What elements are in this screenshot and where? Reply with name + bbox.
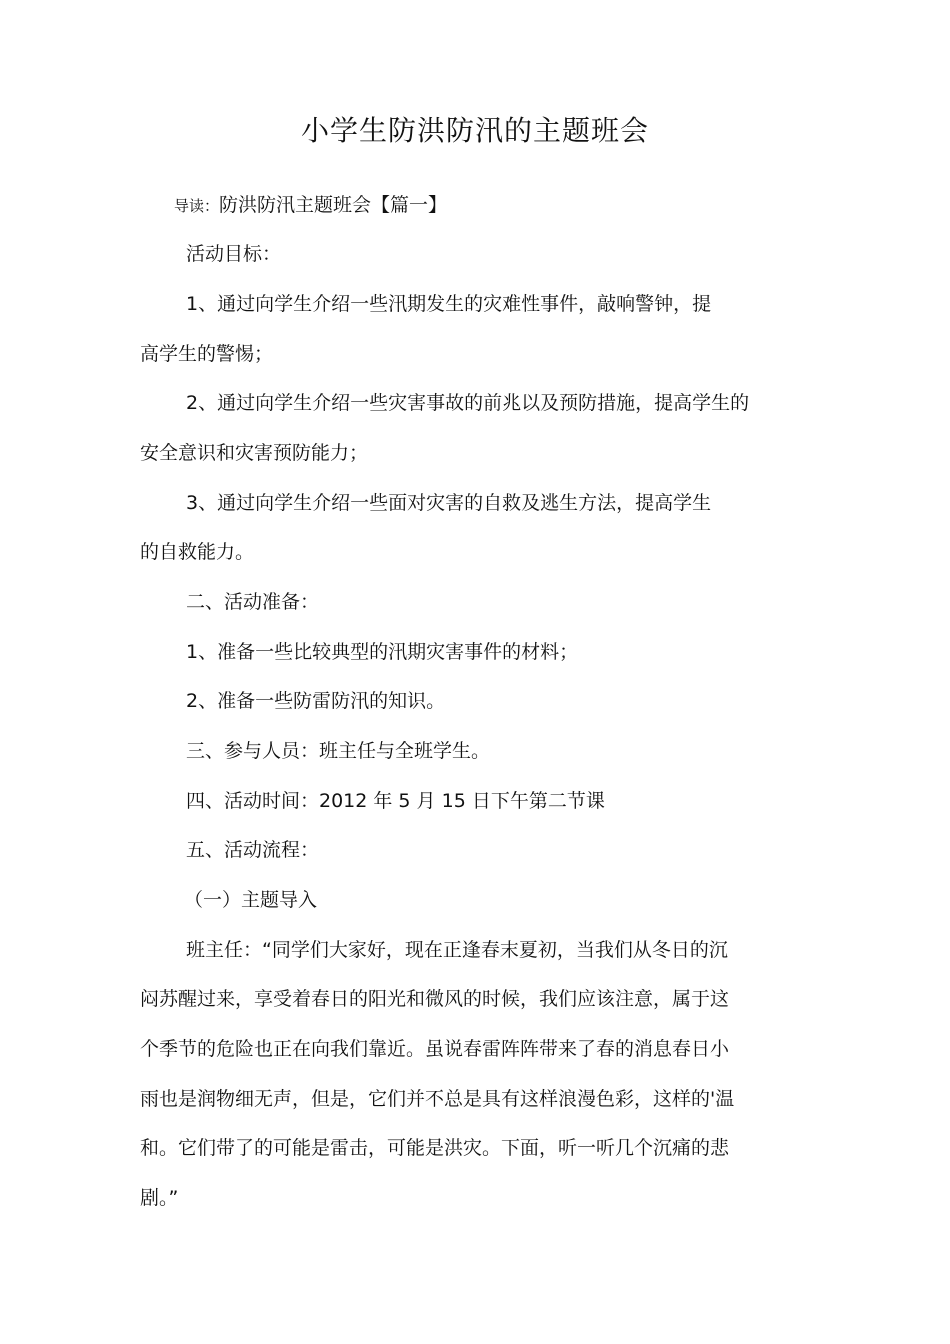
paragraph-line: 剧。” <box>140 1187 179 1209</box>
paragraph-line: 3、通过向学生介绍一些面对灾害的自救及逃生方法，提高学生 <box>186 492 712 514</box>
section-heading: 二、活动准备： <box>186 591 320 613</box>
paragraph-line: 班主任：“同学们大家好，现在正逢春末夏初，当我们从冬日的沉 <box>186 939 728 961</box>
section-heading: 五、活动流程： <box>186 839 320 861</box>
paragraph-line: 2、通过向学生介绍一些灾害事故的前兆以及预防措施，提高学生的 <box>186 392 750 414</box>
lead-label: 导读： <box>174 197 220 215</box>
paragraph-line: 闷苏醒过来，享受着春日的阳光和微风的时候，我们应该注意，属于这 <box>140 988 730 1010</box>
paragraph-line: 2、准备一些防雷防汛的知识。 <box>186 690 446 712</box>
paragraph-line: 活动目标： <box>186 243 282 265</box>
paragraph-line: 高学生的警惕； <box>140 343 274 365</box>
paragraph-line: 雨也是润物细无声，但是，它们并不总是具有这样浪漫色彩，这样的'温 <box>140 1088 735 1110</box>
paragraph-line: 安全意识和灾害预防能力； <box>140 442 369 464</box>
document-title: 小学生防洪防汛的主题班会 <box>300 114 649 147</box>
lead-text: 防洪防汛主题班会【篇一】 <box>219 194 448 216</box>
paragraph-line: 和。它们带了的可能是雷击，可能是洪灾。下面，听一听几个沉痛的悲 <box>140 1137 730 1159</box>
paragraph-line: 1、通过向学生介绍一些汛期发生的灾难性事件，敲响警钟，提 <box>186 293 712 315</box>
paragraph-line: 1、准备一些比较典型的汛期灾害事件的材料； <box>186 641 579 663</box>
paragraph-line: 的自救能力。 <box>140 541 255 563</box>
paragraph-line: 个季节的危险也正在向我们靠近。虽说春雷阵阵带来了春的消息春日小 <box>140 1038 730 1060</box>
section-heading: 三、参与人员：班主任与全班学生。 <box>186 740 491 762</box>
section-heading: 四、活动时间：2012 年 5 月 15 日下午第二节课 <box>186 790 605 812</box>
lead-line <box>174 190 447 221</box>
subsection-heading: （一）主题导入 <box>184 889 318 911</box>
